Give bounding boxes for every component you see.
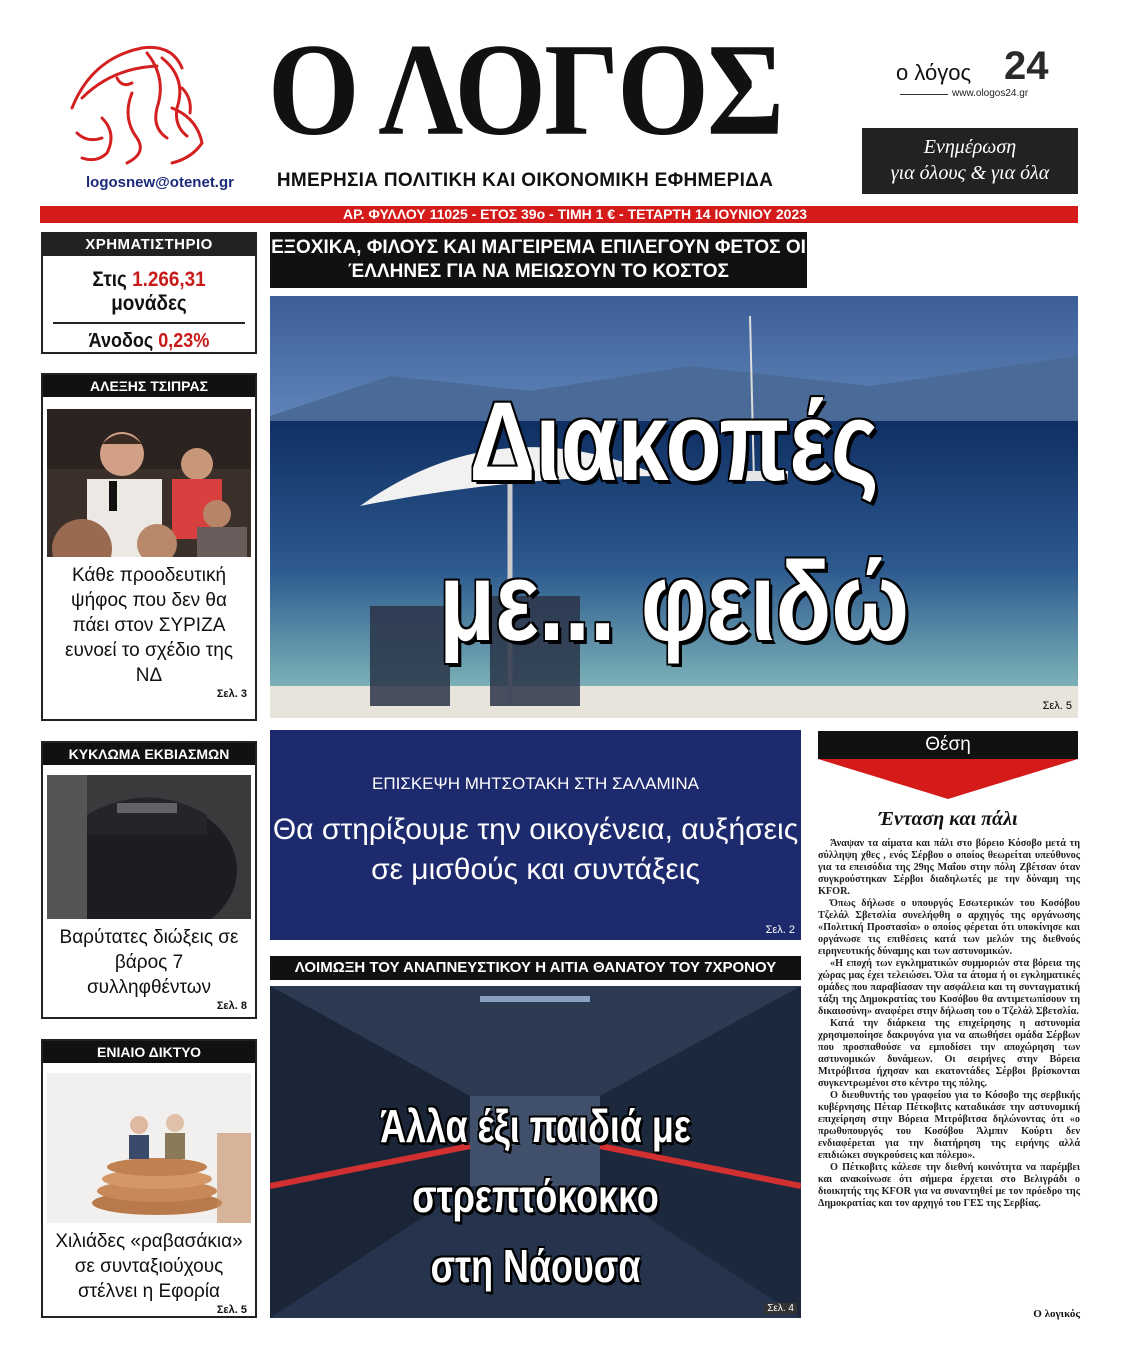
stock-header: ΧΡΗΜΑΤΙΣΤΗΡΙΟ: [43, 234, 255, 256]
tsipras-headline: Κάθε προοδευτική ψήφος που δεν θα πάει στον ΣΥΡΙΖΑ ευνοεί το σχέδιο της ΝΔ: [64, 565, 234, 686]
strep-headline-line-1: Άλλα έξι παιδιά με στρεπτόκοκκο: [380, 1100, 691, 1222]
stock-value: 1.266,31: [132, 268, 206, 291]
ologos24-url: www.ologos24.gr: [952, 88, 1029, 99]
hero-kicker: ΕΞΟΧΙΚΑ, ΦΙΛΟΥΣ ΚΑΙ ΜΑΓΕΙΡΕΜΑ ΕΠΙΛΕΓΟΥΝ ΦΕΤΟΣ ΟΙ ΈΛΛΗΝΕΣ ΓΙΑ ΝΑ ΜΕΙΩΣΟΥΝ ΤΟ ΚΟΣΤΟΣ: [270, 232, 807, 288]
salamina-headline: Θα στηρίξουμε την οικογένεια, αυξήσεις σε μισθούς και συντάξεις: [272, 813, 799, 886]
pensioners-story[interactable]: [41, 1039, 257, 1318]
strep-kicker: ΛΟΙΜΩΞΗ ΤΟΥ ΑΝΑΠΝΕΥΣΤΙΚΟΥ Η ΑΙΤΙΑ ΘΑΝΑΤΟΥ ΤΟΥ 7ΧΡΟΝΟΥ: [270, 956, 801, 980]
extortion-photo: [47, 775, 251, 919]
editorial-paragraph: Κατά την διάρκεια της επιχείρησης η αστυνομία χρησιμοποίησε δακρυγόνα για να απωθήσει ομάδα Σέρβων που προσπαθούσε να εμποδίσει την αποχώρηση των αστυνομικών δυνάμεων. Οι σειρήνες στην Βόρεια Μιτρόβιτσα ήχησαν και εκατοντάδες Σέρβοι βρίσκονται συγκεντρωμένοι στο κέντρο της πόλης.: [818, 1018, 1080, 1089]
tsipras-story[interactable]: [41, 373, 257, 721]
ologos24-logo: [862, 42, 1080, 122]
stock-change-line: [54, 330, 245, 353]
editorial-red-triangle: [818, 759, 1078, 799]
ologos24-brand-number: 24: [1004, 44, 1049, 88]
strep-page-ref: Σελ. 4: [764, 1303, 797, 1314]
slogan-line-2: για όλους & για όλα: [890, 162, 1050, 184]
editorial-paragraph: «Η εποχή των εγκληματικών συμμοριών στα βόρεια της χώρας μας έχει τελειώσει. Όλα τα άτομα ή οι εγκληματικές ομάδες που παραβίασαν την ασφάλεια και τη συνταγματική τάξη της Δημοκρατίας του Κοσόβου θα αντιμετωπίσουν τη δικαιοσύνη» αναφέρει στην δήλωση του ο Τζελάλ Σβετσλία.: [818, 958, 1080, 1017]
extortion-story[interactable]: [41, 741, 257, 1019]
editorial-paragraph: Ο διευθυντής του γραφείου για το Κόσοβο της σερβικής κυβέρνησης Πέταρ Πέτκοβιτς καταδικάσε την αστυνομική επιχείρηση στην Βόρεια Μιτρόβιτσα δηλώνοντας ότι «ο πρωθυπουργός του Κοσόβου Άλμπιν Κούρτι δεν ενδιαφέρεται για την διατήρηση της ειρήνης αλλά επιδιώκει συγκρούσεις και πόλεμο».: [818, 1090, 1080, 1161]
stock-divider: [53, 322, 245, 324]
editorial-paragraph: Ο Πέτκοβιτς κάλεσε την διεθνή κοινότητα να παρέμβει και ανακοίνωσε ότι σήμερα έρχεται στο Βελιγράδι ο διοικητής της KFOR για να συναντηθεί με τον πρόεδρο της Δημοκρατίας και τον αρχηγό του ΓΕΣ της Σερβίας.: [818, 1162, 1080, 1209]
stock-suffix: μονάδες: [111, 292, 187, 315]
hero-story[interactable]: [270, 296, 1078, 718]
issue-info-bar: [40, 206, 1078, 223]
hero-title-line-2: με... φειδώ: [439, 539, 909, 664]
strep-story[interactable]: [270, 986, 801, 1318]
editorial-title[interactable]: Ένταση και πάλι: [878, 808, 1018, 830]
stock-index-line: [54, 268, 245, 316]
issue-info-text: ΑΡ. ΦΥΛΛΟΥ 11025 - ΕΤΟΣ 39ο - ΤΙΜΗ 1 € - ΤΕΤΑΡΤΗ 14 ΙΟΥΝΙΟΥ 2023: [342, 206, 808, 222]
salamina-kicker: ΕΠΙΣΚΕΨΗ ΜΗΤΣΟΤΑΚΗ ΣΤΗ ΣΑΛΑΜΙΝΑ: [371, 774, 700, 793]
extortion-headline: Βαρύτατες διώξεις σε βάρος 7 συλληφθέντων: [59, 927, 239, 998]
editorial-paragraph: Όπως δήλωσε ο υπουργός Εσωτερικών του Κοσόβου Τζελάλ Σβετσλία συνελήφθη ο αρχηγός της οργάνωσης «Πολιτική Προστασία» ο οποίος φέρεται ότι υποκίνησε και οργάνωσε τις επιθέσεις κατά των μελών της διεθνούς ειρηνευτικής δύναμης και των αστυνομικών.: [818, 898, 1080, 957]
newspaper-title: Ο ΛΟΓΟΣ: [267, 16, 783, 163]
hero-title-line-1: Διακοπές: [469, 379, 879, 504]
ologos24-brand-name: ο λόγος: [896, 60, 972, 85]
slogan-box: [862, 128, 1078, 194]
stock-change-value: 0,23%: [158, 330, 210, 352]
editorial-paragraph: Άναψαν τα αίματα και πάλι στο βόρειο Κόσοβο μετά τη σύλληψη χθες , ενός Σέρβου ο οποίος θεωρείται υπεύθυνος για τα επεισόδια της 29ης Μαΐου στην πόλη Ζβέτσαν όταν συγκρούστηκαν Σέρβοι διαδηλωτές με την δύναμη της KFOR.: [818, 838, 1080, 897]
tsipras-page-ref: Σελ. 3: [216, 688, 247, 700]
editorial-header: Θέση: [818, 731, 1078, 759]
tsipras-header: ΑΛΕΞΗΣ ΤΣΙΠΡΑΣ: [43, 375, 255, 397]
strep-headline: [328, 1091, 742, 1301]
editorial-body: [818, 838, 1080, 1210]
extortion-page-ref: Σελ. 8: [216, 1000, 247, 1012]
pensioners-photo: [47, 1073, 251, 1223]
salamina-story[interactable]: [270, 730, 801, 940]
contact-email: logosnew@otenet.gr: [86, 174, 234, 191]
brand-divider: [900, 94, 948, 95]
tsipras-photo: [47, 409, 251, 557]
hero-page-ref: Σελ. 5: [1042, 700, 1072, 712]
stock-market-box: [41, 232, 257, 354]
pensioners-headline: Χιλιάδες «ραβασάκια» σε συνταξιούχους στέλνει η Εφορία: [55, 1231, 243, 1302]
stock-change-label: Άνοδος: [88, 330, 154, 352]
pensioners-header: ΕΝΙΑΙΟ ΔΙΚΤΥΟ: [43, 1041, 255, 1063]
editorial-signature: Ο λογικός: [1033, 1308, 1080, 1320]
slogan-line-1: Ενημέρωση: [923, 136, 1017, 158]
pensioners-page-ref: Σελ. 5: [216, 1304, 247, 1316]
stock-prefix: Στις: [92, 268, 127, 291]
newspaper-subtitle: ΗΜΕΡΗΣΙΑ ΠΟΛΙΤΙΚΗ ΚΑΙ ΟΙΚΟΝΟΜΙΚΗ ΕΦΗΜΕΡΙΔΑ: [276, 170, 774, 191]
extortion-header: ΚΥΚΛΩΜΑ ΕΚΒΙΑΣΜΩΝ: [43, 743, 255, 765]
salamina-page-ref: Σελ. 2: [765, 924, 795, 936]
strep-headline-line-2: στη Νάουσα: [430, 1240, 641, 1292]
newspaper-emblem-logo: [62, 38, 212, 173]
